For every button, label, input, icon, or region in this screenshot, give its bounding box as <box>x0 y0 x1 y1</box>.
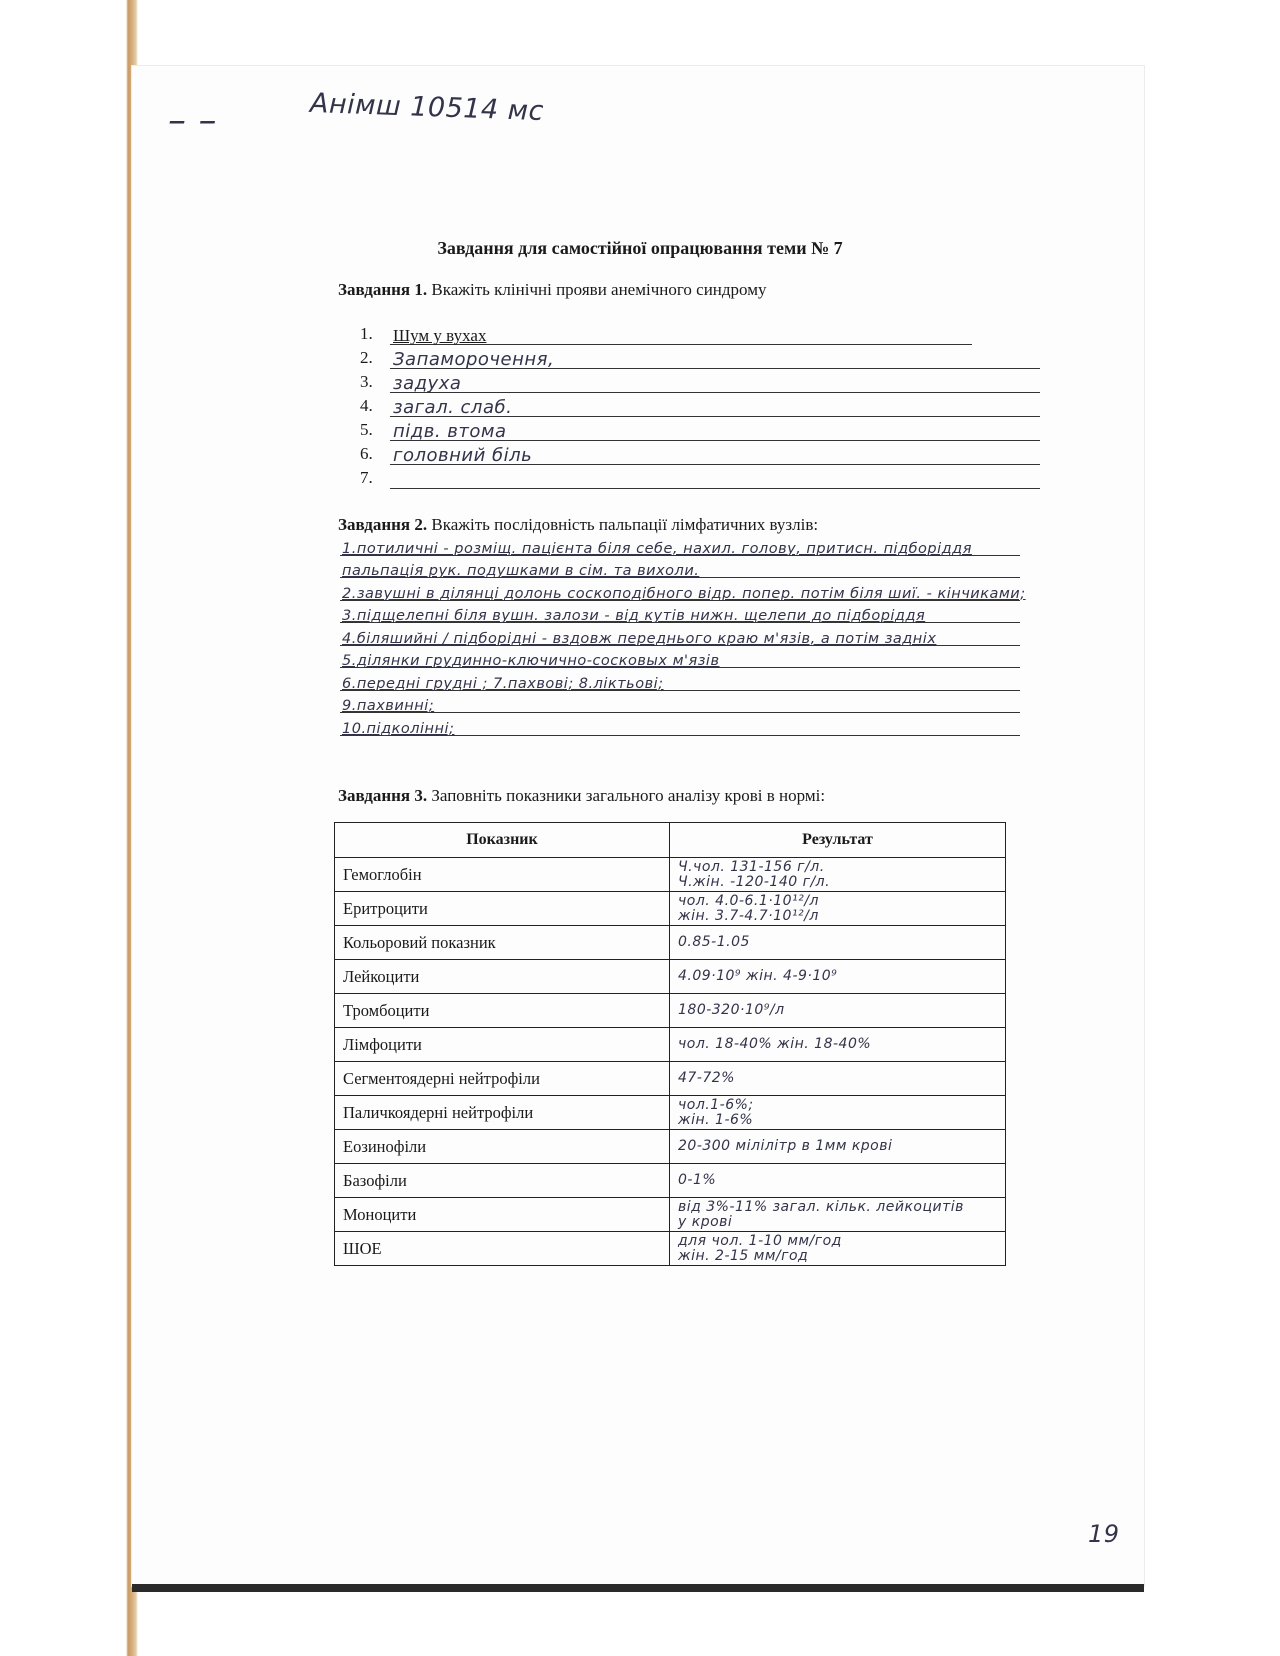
task1-label: Завдання 1. <box>338 280 428 299</box>
document-title: Завдання для самостійної опрацювання теми № 7 <box>437 238 843 258</box>
list-item <box>360 370 1040 394</box>
list-item <box>360 442 1040 466</box>
result-value: для чол. 1-10 мм/год <box>678 1232 842 1249</box>
result-cell <box>670 1062 1006 1096</box>
table-row <box>335 858 1006 892</box>
result-value: чол.1-6%; <box>678 1096 754 1113</box>
header-result: Результат <box>670 823 1006 858</box>
item-number: 6. <box>360 444 373 463</box>
item-number: 1. <box>360 324 373 343</box>
task2-label: Завдання 2. <box>338 515 428 534</box>
indicator-name: Гемоглобін <box>335 858 670 892</box>
item-number: 7. <box>360 468 373 487</box>
table-row <box>335 1198 1006 1232</box>
task1-heading <box>338 280 766 300</box>
task1-text: Вкажіть клінічні прояви анемічного синдрому <box>431 280 767 299</box>
table-row <box>335 1232 1006 1266</box>
indicator-name: ШОЕ <box>335 1232 670 1266</box>
result-value: 0-1% <box>678 1172 717 1188</box>
table-row <box>335 1096 1006 1130</box>
result-cell <box>670 892 1006 926</box>
answer-row <box>340 534 1020 557</box>
result-value: Ч.жін. -120-140 г/л. <box>678 873 831 890</box>
item-number: 3. <box>360 372 373 391</box>
result-cell <box>670 1198 1006 1232</box>
list-item <box>360 322 1040 346</box>
answer-text: 10.підколінні; <box>342 720 455 737</box>
page-number: 19 <box>1088 1520 1120 1548</box>
item-answer: Запаморочення, <box>393 349 555 370</box>
result-value: жін. 2-15 мм/год <box>678 1247 809 1264</box>
answer-line <box>390 392 1040 393</box>
result-value: 4.09·10⁹ жін. 4-9·10⁹ <box>678 968 838 984</box>
task3-text: Заповніть показники загального аналізу крові в нормі: <box>431 786 826 805</box>
table-row <box>335 1028 1006 1062</box>
task1-answer-list <box>360 322 1040 490</box>
task2-text: Вкажіть послідовність пальпації лімфатичних вузлів: <box>431 515 819 534</box>
indicator-name: Кольоровий показник <box>335 926 670 960</box>
result-value: 20-300 мілілітр в 1мм крові <box>678 1138 893 1154</box>
indicator-name: Сегментоядерні нейтрофіли <box>335 1062 670 1096</box>
blood-test-table <box>334 822 1006 1266</box>
result-cell <box>670 926 1006 960</box>
result-cell <box>670 960 1006 994</box>
indicator-name: Паличкоядерні нейтрофіли <box>335 1096 670 1130</box>
table-body <box>335 858 1006 1266</box>
result-cell <box>670 1096 1006 1130</box>
result-value: жін. 3.7-4.7·10¹²/л <box>678 907 819 924</box>
item-number: 5. <box>360 420 373 439</box>
answer-row <box>340 647 1020 670</box>
answer-row <box>340 714 1020 737</box>
table-row <box>335 1164 1006 1198</box>
answer-row <box>340 602 1020 625</box>
answer-text: 9.пахвинні; <box>342 698 435 714</box>
handwritten-header: Анімш 10514 мс <box>309 87 545 128</box>
result-value: жін. 1-6% <box>678 1111 754 1128</box>
result-cell <box>670 1130 1006 1164</box>
result-cell <box>670 994 1006 1028</box>
answer-line <box>340 712 1020 713</box>
list-item <box>360 394 1040 418</box>
indicator-name: Лімфоцити <box>335 1028 670 1062</box>
result-cell <box>670 858 1006 892</box>
result-value: чол. 18-40% жін. 18-40% <box>678 1036 872 1052</box>
indicator-name: Еритроцити <box>335 892 670 926</box>
table-row <box>335 1062 1006 1096</box>
item-answer: Шум у вухах <box>393 326 487 345</box>
answer-text: 4.біляшийні / підборідні - вздовж переднього краю м'язів, а потім задніх <box>342 630 937 647</box>
indicator-name: Базофіли <box>335 1164 670 1198</box>
task2-heading <box>338 515 818 535</box>
answer-row <box>340 624 1020 647</box>
answer-line <box>390 488 1040 489</box>
item-number: 4. <box>360 396 373 415</box>
task3-label: Завдання 3. <box>338 786 428 805</box>
answer-row <box>340 692 1020 715</box>
indicator-name: Лейкоцити <box>335 960 670 994</box>
answer-row <box>340 669 1020 692</box>
item-number: 2. <box>360 348 373 367</box>
item-answer: загал. слаб. <box>393 397 513 418</box>
answer-text: 1.потиличні - розміщ. пацієнта біля себе, нахил. голову, притисн. підборіддя <box>342 540 972 557</box>
indicator-name: Моноцити <box>335 1198 670 1232</box>
item-answer: задуха <box>393 373 462 394</box>
result-value: 180-320·10⁹/л <box>678 1002 785 1018</box>
result-value: від 3%-11% загал. кільк. лейкоцитів <box>678 1198 964 1215</box>
table-row <box>335 892 1006 926</box>
table-header-row <box>335 823 1006 858</box>
answer-text: 3.підщелепні біля вушн. залози - від кутів нижн. щелепи до підборіддя <box>342 608 926 624</box>
table-row <box>335 1130 1006 1164</box>
answer-text: 5.ділянки грудинно-ключично-сосковых м'язів <box>342 653 720 669</box>
table-row <box>335 926 1006 960</box>
indicator-name: Еозинофіли <box>335 1130 670 1164</box>
indicator-name: Тромбоцити <box>335 994 670 1028</box>
result-cell <box>670 1164 1006 1198</box>
answer-row <box>340 579 1026 602</box>
list-item <box>360 466 1040 490</box>
result-cell <box>670 1232 1006 1266</box>
result-value: 0.85-1.05 <box>678 934 750 950</box>
task3-heading <box>338 786 825 806</box>
item-answer: головний біль <box>393 445 533 466</box>
result-value: у крові <box>678 1213 733 1230</box>
answer-text: пальпація рук. подушками в сім. та вихоли. <box>342 563 700 579</box>
corner-mark: – – <box>168 100 217 141</box>
table-row <box>335 994 1006 1028</box>
result-value: Ч.чол. 131-156 г/л. <box>678 858 825 875</box>
sheet-shadow-edge <box>132 1584 1144 1592</box>
result-value: 47-72% <box>678 1070 735 1086</box>
answer-text: 6.передні грудні ; 7.пахвові; 8.ліктьові; <box>342 675 664 692</box>
answer-text: 2.завушні в ділянці долонь соскоподібного відр. попер. потім біля шиї. - кінчиками; <box>342 585 1026 602</box>
table-row <box>335 960 1006 994</box>
item-answer: підв. втома <box>393 421 507 442</box>
task2-answer-lines <box>340 534 1026 737</box>
list-item <box>360 346 1040 370</box>
header-indicator: Показник <box>335 823 670 858</box>
result-cell <box>670 1028 1006 1062</box>
answer-row <box>340 557 1020 580</box>
result-value: чол. 4.0-6.1·10¹²/л <box>678 892 819 909</box>
list-item <box>360 418 1040 442</box>
